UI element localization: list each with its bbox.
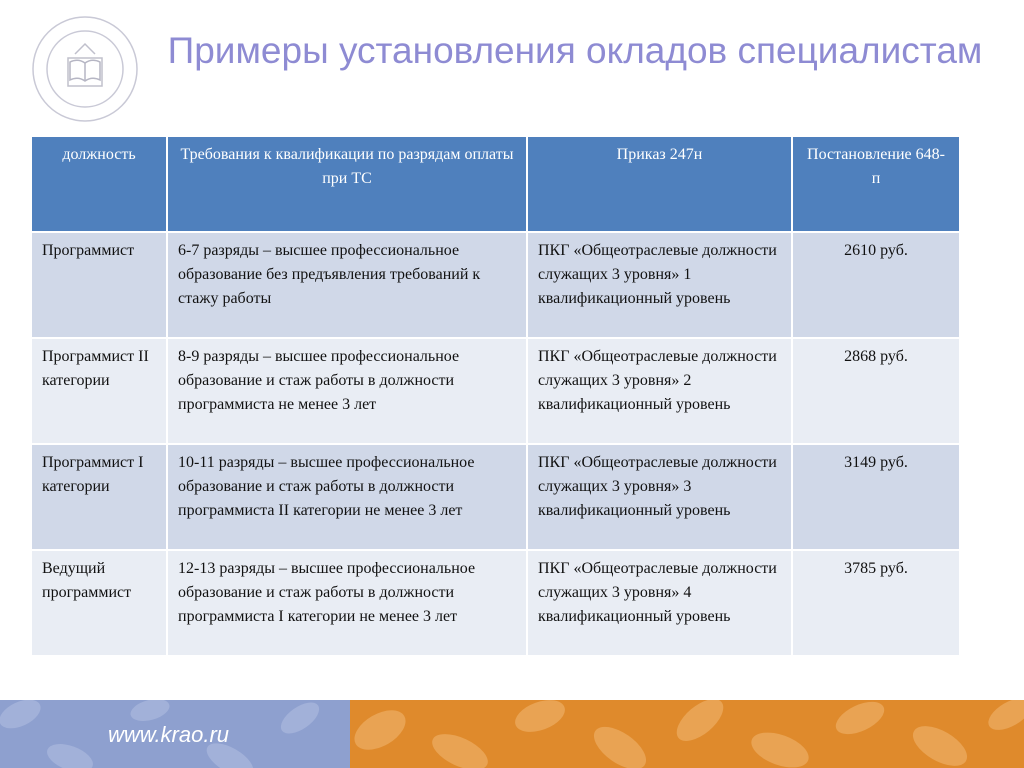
cell-position: Ведущий программист <box>32 550 167 655</box>
table-header-row <box>32 137 959 232</box>
header-order: Приказ 247н <box>527 137 792 232</box>
cell-salary: 2868 руб. <box>792 338 959 444</box>
cell-order: ПКГ «Общеотраслевые должности служащих 3 уровня» 4 квалификационный уровень <box>527 550 792 655</box>
cell-requirements: 10-11 разряды – высшее профессиональное образование и стаж работы в должности программиста II категории не менее 3 лет <box>167 444 527 550</box>
cell-position: Программист II категории <box>32 338 167 444</box>
oak-leaf-pattern-icon <box>350 700 1024 768</box>
cell-requirements: 6-7 разряды – высшее профессиональное образование без предъявления требований к стажу работы <box>167 232 527 338</box>
footer-banner <box>0 700 1024 768</box>
cell-position: Программист <box>32 232 167 338</box>
cell-requirements: 12-13 разряды – высшее профессиональное образование и стаж работы в должности программиста I категории не менее 3 лет <box>167 550 527 655</box>
cell-salary: 3149 руб. <box>792 444 959 550</box>
logo-emblem <box>30 14 140 124</box>
cell-order: ПКГ «Общеотраслевые должности служащих 3 уровня» 2 квалификационный уровень <box>527 338 792 444</box>
salary-table <box>32 137 959 655</box>
table-row <box>32 338 959 444</box>
footer-left-panel <box>0 700 350 768</box>
cell-position: Программист I категории <box>32 444 167 550</box>
cell-salary: 3785 руб. <box>792 550 959 655</box>
site-url: www.krao.ru <box>108 722 230 747</box>
cell-salary: 2610 руб. <box>792 232 959 338</box>
cell-order: ПКГ «Общеотраслевые должности служащих 3 уровня» 1 квалификационный уровень <box>527 232 792 338</box>
footer-right-panel <box>350 700 1024 768</box>
header-position: должность <box>32 137 167 232</box>
table-row <box>32 444 959 550</box>
header-resolution: Постановление 648-п <box>792 137 959 232</box>
header-requirements: Требования к квалификации по разрядам оплаты при ТС <box>167 137 527 232</box>
table-row <box>32 232 959 338</box>
cell-order: ПКГ «Общеотраслевые должности служащих 3 уровня» 3 квалификационный уровень <box>527 444 792 550</box>
table-row <box>32 550 959 655</box>
page-title: Примеры установления окладов специалистам <box>167 30 983 71</box>
emblem-book-icon <box>30 14 140 124</box>
cell-requirements: 8-9 разряды – высшее профессиональное образование и стаж работы в должности программиста не менее 3 лет <box>167 338 527 444</box>
